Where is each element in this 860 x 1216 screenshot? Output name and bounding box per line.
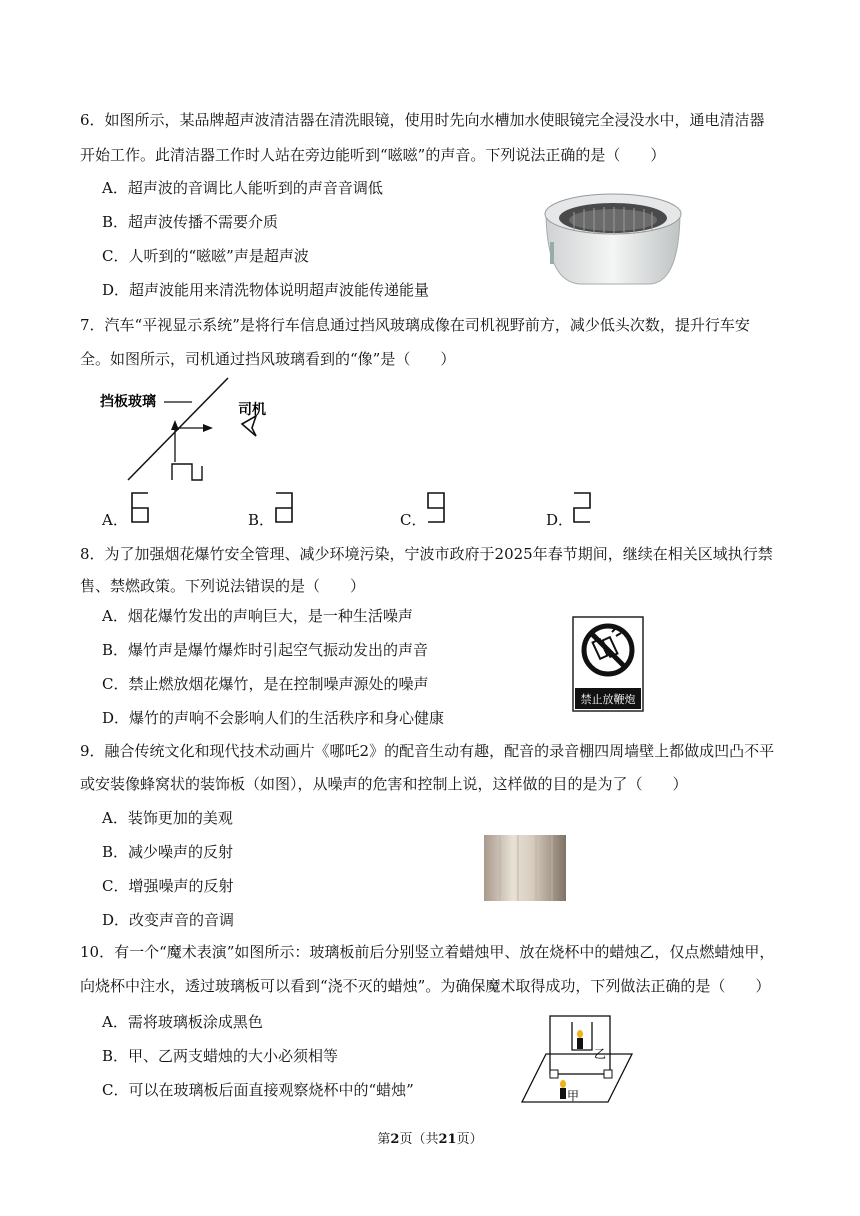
sign-text: 禁止放鞭炮 bbox=[580, 693, 636, 706]
q7-option-d: D． bbox=[546, 511, 574, 529]
no-firecracker-sign bbox=[572, 616, 644, 712]
q7-option-b-figure bbox=[272, 490, 296, 526]
q10-stem-line1: 10．有一个“魔术表演”如图所示：玻璃板前后分别竖立着蜡烛甲、放在烧杯中的蜡烛乙，仅点燃蜡烛甲， bbox=[80, 943, 775, 961]
q7-option-c: C． bbox=[400, 511, 427, 529]
page-footer bbox=[0, 1128, 860, 1147]
q8-option-d: D．爆竹的声响不会影响人们的生活秩序和身心健康 bbox=[102, 709, 445, 727]
q9-option-d: D．改变声音的音调 bbox=[102, 911, 235, 929]
q6-stem-line1: 6．如图所示，某品牌超声波清洁器在清洗眼镜，使用时先向水槽加水使眼镜完全浸没水中，通电清洁器 bbox=[80, 111, 765, 129]
q6-option-a: A．超声波的音调比人能听到的声音音调低 bbox=[102, 179, 383, 197]
footer-total-pages: 21 bbox=[438, 1132, 457, 1147]
q6-option-d: D．超声波能用来清洗物体说明超声波能传递能量 bbox=[102, 281, 430, 299]
q7-option-a-figure bbox=[128, 490, 152, 526]
q6-option-b: B．超声波传播不需要介质 bbox=[102, 213, 279, 231]
q8-stem-line2: 售、禁燃政策。下列说法错误的是（ ） bbox=[80, 577, 366, 595]
q9-option-b: B．减少噪声的反射 bbox=[102, 843, 234, 861]
footer-mid: 页（共 bbox=[399, 1132, 439, 1147]
eye-icon bbox=[242, 416, 256, 436]
q9-option-c: C．增强噪声的反射 bbox=[102, 877, 234, 895]
glass-label: 挡板玻璃 bbox=[100, 394, 156, 410]
q9-stem-line1: 9．融合传统文化和现代技术动画片《哪吒2》的配音生动有趣，配音的录音棚四周墙壁上都做成凹凸不平 bbox=[80, 742, 775, 760]
q7-stem-line2: 全。如图所示，司机通过挡风玻璃看到的“像”是（ ） bbox=[80, 350, 456, 368]
q8-stem-line1: 8．为了加强烟花爆竹安全管理、减少环境污染，宁波市政府于2025年春节期间，继续在相关区域执行禁 bbox=[80, 545, 773, 563]
footer-prefix: 第 bbox=[377, 1132, 391, 1147]
q10-option-a: A．需将玻璃板涂成黑色 bbox=[102, 1013, 263, 1031]
q7-option-b: B． bbox=[248, 511, 275, 529]
candle-a-label: 甲 bbox=[567, 1089, 580, 1103]
q8-option-b: B．爆竹声是爆竹爆炸时引起空气振动发出的声音 bbox=[102, 641, 429, 659]
q6-option-c: C．人听到的“嗞嗞”声是超声波 bbox=[102, 247, 309, 265]
hud-diagram bbox=[100, 376, 280, 486]
q6-stem-line2: 开始工作。此清洁器工作时人站在旁边能听到“嗞嗞”的声音。下列说法正确的是（ ） bbox=[80, 146, 666, 164]
driver-label: 司机 bbox=[238, 402, 266, 418]
q10-option-c: C．可以在玻璃板后面直接观察烧杯中的“蜡烛” bbox=[102, 1081, 414, 1099]
q10-stem-line2: 向烧杯中注水，透过玻璃板可以看到“浇不灭的蜡烛”。为确保魔术取得成功，下列做法正确的是（ ） bbox=[80, 977, 771, 995]
candle-b-label: 乙 bbox=[594, 1047, 607, 1061]
q9-option-a: A．装饰更加的美观 bbox=[102, 809, 233, 827]
q9-stem-line2: 或安装像蜂窝状的装饰板（如图），从噪声的危害和控制上说，这样做的目的是为了（ ） bbox=[80, 775, 688, 793]
footer-suffix: 页） bbox=[456, 1132, 483, 1147]
candle-experiment-diagram bbox=[520, 1014, 640, 1106]
ultrasonic-cleaner-figure bbox=[540, 192, 684, 286]
q7-option-d-figure bbox=[570, 490, 594, 526]
q8-option-a: A．烟花爆竹发出的声响巨大，是一种生活噪声 bbox=[102, 607, 413, 625]
studio-wall-photo bbox=[484, 835, 566, 901]
q8-option-c: C．禁止燃放烟花爆竹，是在控制噪声源处的噪声 bbox=[102, 675, 429, 693]
q7-option-a: A． bbox=[102, 511, 128, 529]
footer-page-number: 2 bbox=[390, 1132, 400, 1147]
q10-option-b: B．甲、乙两支蜡烛的大小必须相等 bbox=[102, 1047, 339, 1065]
q7-option-c-figure bbox=[424, 490, 448, 526]
q7-stem-line1: 7．汽车“平视显示系统”是将行车信息通过挡风玻璃成像在司机视野前方，减少低头次数，提升行车安 bbox=[80, 316, 750, 334]
